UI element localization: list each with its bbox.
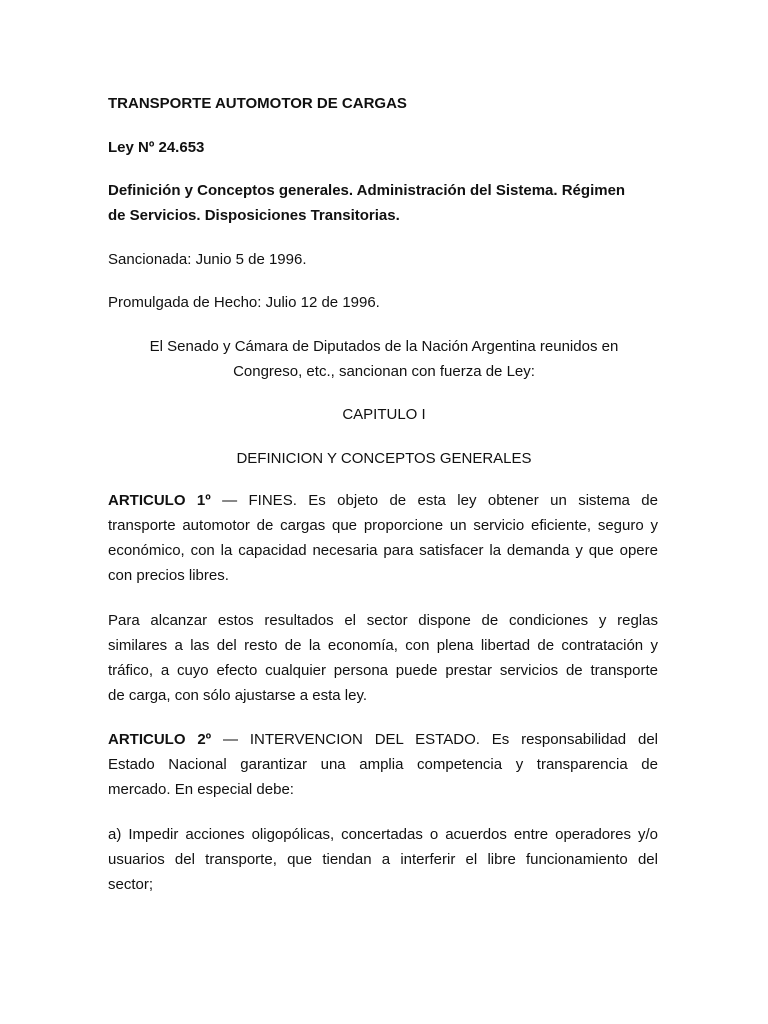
subtitle-line-2: de Servicios. Disposiciones Transitorias. (108, 207, 400, 224)
article-2-row: mercado. En especial debe: (108, 781, 294, 798)
article-2-row (108, 727, 658, 752)
article-1-row: transporte automotor de cargas que proporcione un servicio eficiente, seguro y (108, 517, 658, 534)
paragraph-2-row: de carga, con sólo ajustarse a esta ley. (108, 687, 368, 704)
item-a-row: usuarios del transporte, que tiendan a interferir el libre funcionamiento del (108, 851, 658, 868)
document-title: TRANSPORTE AUTOMOTOR DE CARGAS (108, 95, 407, 112)
article-1-row: con precios libres. (108, 567, 229, 584)
paragraph-2-row: tráfico, a cuyo efecto cualquier persona puede prestar servicios de transporte (108, 662, 658, 679)
promulgated-date: Promulgada de Hecho: Julio 12 de 1996. (108, 294, 380, 311)
article-1-row-1-text: — FINES. Es objeto de esta ley obtener un sistema de (210, 492, 658, 509)
preamble-line-2: Congreso, etc., sancionan con fuerza de Ley: (233, 363, 535, 380)
paragraph-2-row: Para alcanzar estos resultados el sector dispone de condiciones y reglas (108, 612, 658, 629)
sanctioned-date: Sancionada: Junio 5 de 1996. (108, 251, 307, 268)
subtitle-line-1: Definición y Conceptos generales. Administración del Sistema. Régimen (108, 182, 626, 199)
article-2 (108, 727, 658, 802)
article-2-row: Estado Nacional garantizar una amplia competencia y transparencia de (108, 756, 658, 773)
article-2-label: ARTICULO 2º (108, 731, 212, 748)
law-number: Ley Nº 24.653 (108, 139, 205, 156)
article-1 (108, 488, 658, 588)
article-2-row-1-text: — INTERVENCION DEL ESTADO. Es responsabilidad del (211, 731, 658, 748)
paragraph-2 (108, 608, 658, 708)
preamble-line-1: El Senado y Cámara de Diputados de la Nación Argentina reunidos en (149, 338, 619, 355)
chapter-title: DEFINICION Y CONCEPTOS GENERALES (236, 450, 532, 467)
item-a-row: sector; (108, 876, 154, 893)
item-a (108, 822, 658, 897)
chapter-heading: CAPITULO I (342, 406, 426, 423)
paragraph-2-row: similares a las del resto de la economía, con plena libertad de contratación y (108, 637, 658, 654)
item-a-row: a) Impedir acciones oligopólicas, concertadas o acuerdos entre operadores y/o (108, 826, 658, 843)
article-1-label: ARTICULO 1º (108, 492, 211, 509)
article-1-row (108, 488, 658, 513)
article-1-row: económico, con la capacidad necesaria para satisfacer la demanda y que opere (108, 542, 658, 559)
